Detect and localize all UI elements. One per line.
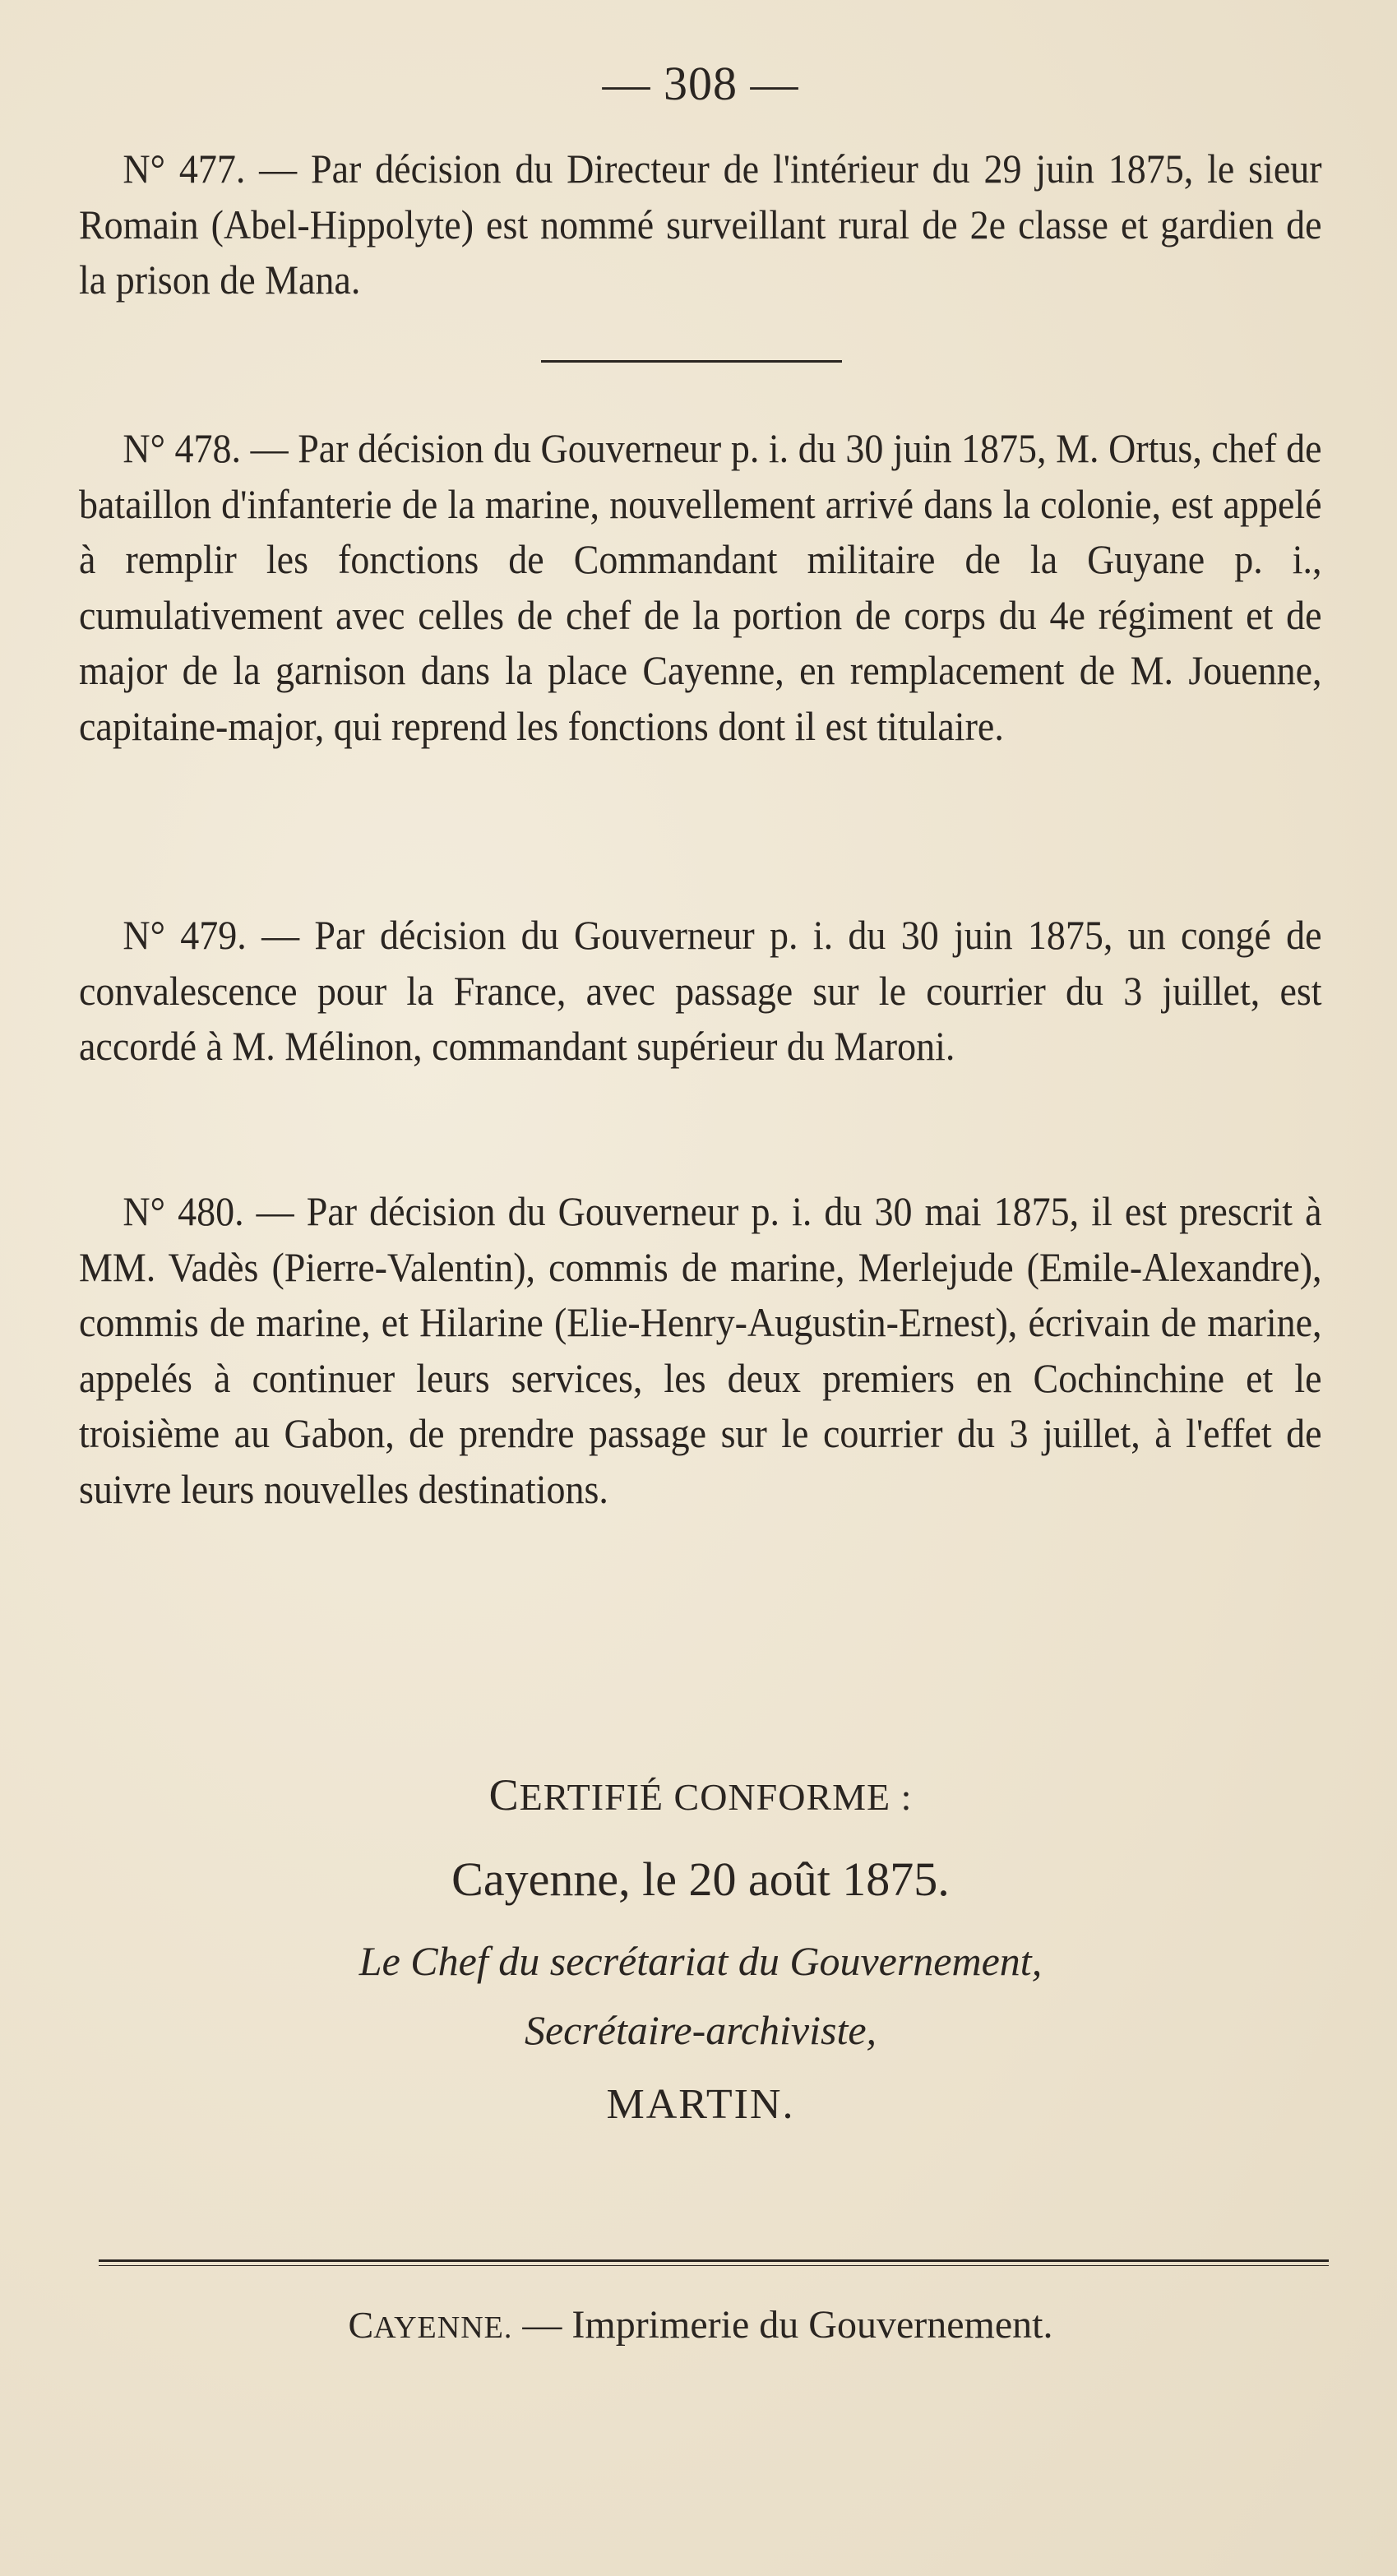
certification-place-date: Cayenne, le 20 août 1875. xyxy=(451,1852,950,1906)
certification-role-line-1: Le Chef du secrétariat du Gouvernement, xyxy=(359,1938,1043,1984)
entry-text: — Par décision du Gouverneur p. i. du 30 mai 1875, il est prescrit à MM. Vadès (Pierre-Valentin), commis de marine, Merlejude (Emile-Alexandre), commis de marine, et Hilarine (Elie-Henry-Augustin-Ernest), écrivain de marine, appelés à continuer leurs services, les deux premiers en Cochinchine et le troisième au Gabon, de prendre passage sur le courrier du 3 juillet, à l'effet de suivre leurs nouvelles destinations. xyxy=(79,1188,1322,1512)
entry-text: — Par décision du Gouverneur p. i. du 30 juin 1875, un congé de convalescence pour la France, avec passage sur le courrier du 3 juillet, est accordé à M. Mélinon, commandant supérieur du Maroni. xyxy=(79,912,1322,1069)
footer-double-rule xyxy=(99,2259,1329,2266)
entry-number: N° 480. xyxy=(123,1188,244,1234)
document-page xyxy=(79,0,1322,2576)
entry-480 xyxy=(79,1184,1322,1517)
imprint-city-initial: C xyxy=(348,2304,374,2346)
page-number: — 308 — xyxy=(602,57,799,110)
certification-heading-initial: C xyxy=(488,1770,520,1820)
certification-role-line-2: Secrétaire-archiviste, xyxy=(524,2007,877,2053)
certification-signatory: MARTIN. xyxy=(606,2081,795,2128)
entry-number: N° 479. xyxy=(123,912,247,958)
entry-text: — Par décision du Directeur de l'intérieur du 29 juin 1875, le sieur Romain (Abel-Hippolyte) est nommé surveillant rural de 2e classe et gardien de la prison de Mana. xyxy=(79,146,1322,303)
imprint-text: — Imprimerie du Gouvernement. xyxy=(522,2303,1053,2347)
entry-478 xyxy=(79,421,1322,754)
entry-number: N° 478. xyxy=(123,425,242,471)
certification-heading-rest: ERTIFIÉ CONFORME : xyxy=(519,1776,913,1818)
entry-text: — Par décision du Gouverneur p. i. du 30 juin 1875, M. Ortus, chef de bataillon d'infanterie de la marine, nouvellement arrivé dans la colonie, est appelé à remplir les fonctions de Commandant militaire de la Guyane p. i., cumulativement avec celles de chef de la portion de corps du 4e régiment et de major de la garnison dans la place Cayenne, en remplacement de M. Jouenne, capitaine-major, qui reprend les fonctions dont il est titulaire. xyxy=(79,425,1322,749)
entry-477 xyxy=(79,141,1322,308)
entry-479 xyxy=(79,908,1322,1075)
printer-imprint xyxy=(79,2302,1322,2347)
imprint-city-rest: AYENNE. xyxy=(373,2310,513,2345)
certification-heading xyxy=(79,1769,1322,1820)
separator-rule xyxy=(541,360,842,363)
entry-number: N° 477. xyxy=(123,146,246,192)
